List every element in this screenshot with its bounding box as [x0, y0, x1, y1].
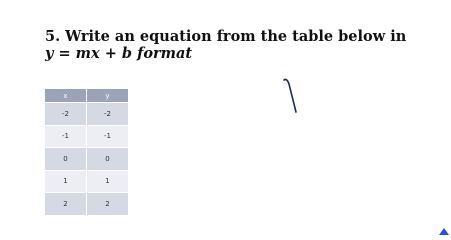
cell-x: -1 — [45, 125, 87, 148]
table-row — [45, 170, 129, 193]
question-text — [45, 28, 425, 62]
cell-x: 1 — [45, 170, 87, 193]
cell-x: 2 — [45, 193, 87, 216]
table-header-row — [45, 89, 129, 103]
cell-x: -2 — [45, 103, 87, 126]
table-row — [45, 148, 129, 171]
cell-x: 0 — [45, 148, 87, 171]
header-x: x — [45, 89, 87, 103]
cell-y: 2 — [87, 193, 129, 216]
question-line-2: y = mx + b format — [45, 45, 193, 62]
cell-y: 1 — [87, 170, 129, 193]
pen-stroke-icon — [280, 76, 300, 116]
cursor-icon — [437, 226, 451, 235]
table-row — [45, 103, 129, 126]
table-row — [45, 193, 129, 216]
cell-y: 0 — [87, 148, 129, 171]
table-row — [45, 125, 129, 148]
cell-y: -1 — [87, 125, 129, 148]
question-line-1: 5. Write an equation from the table below in — [45, 28, 407, 45]
header-y: y — [87, 89, 129, 103]
xy-table — [44, 88, 129, 216]
cell-y: -2 — [87, 103, 129, 126]
